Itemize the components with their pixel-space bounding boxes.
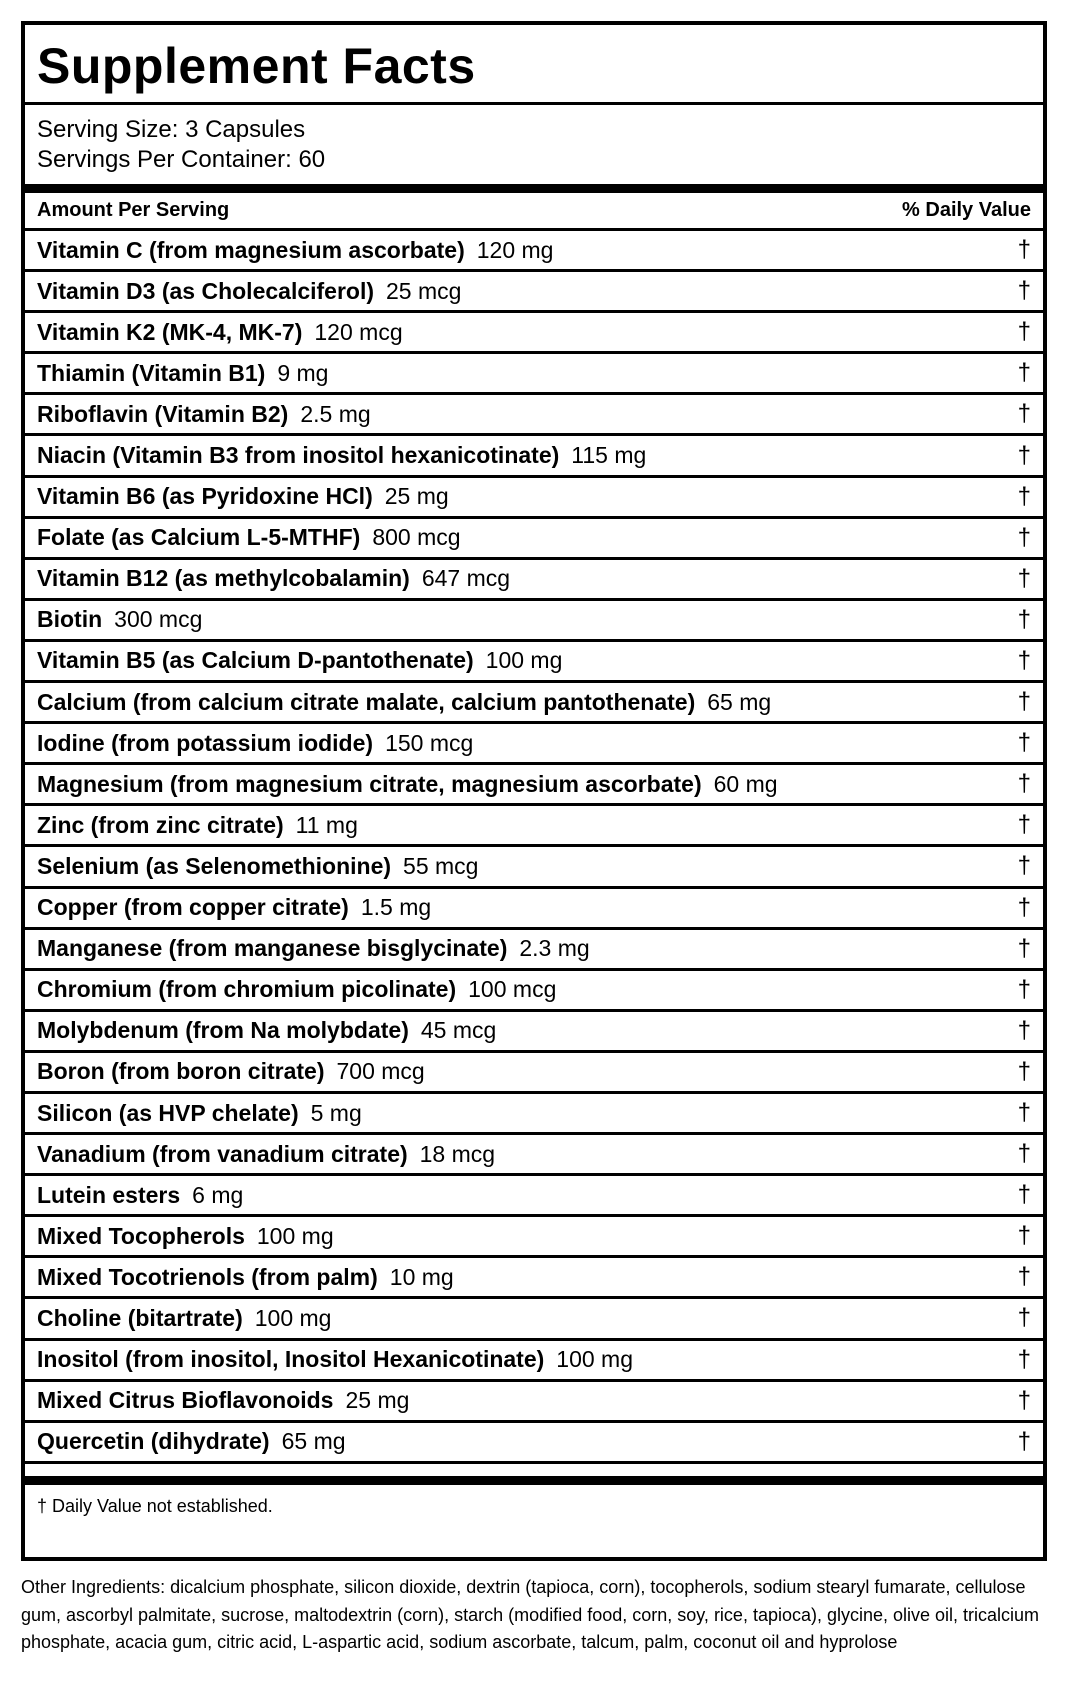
ingredient-amount: 5 mg xyxy=(310,1099,362,1126)
ingredient-name: Folate (as Calcium L-5-MTHF) xyxy=(37,524,361,551)
ingredient-row xyxy=(25,724,1043,765)
ingredient-amount: 2.3 mg xyxy=(519,935,590,962)
ingredient-daily-value: † xyxy=(1017,523,1031,551)
ingredient-amount: 647 mcg xyxy=(421,565,511,592)
ingredient-name: Vitamin B12 (as methylcobalamin) xyxy=(37,565,410,592)
ingredient-name: Calcium (from calcium citrate malate, calcium pantothenate) xyxy=(37,688,696,715)
ingredient-name: Vitamin C (from magnesium ascorbate) xyxy=(37,236,465,263)
ingredient-amount: 65 mg xyxy=(281,1428,346,1455)
ingredient-amount: 120 mg xyxy=(476,236,554,263)
ingredient-daily-value: † xyxy=(1017,975,1031,1003)
ingredient-name: Niacin (Vitamin B3 from inositol hexanicotinate) xyxy=(37,442,560,469)
ingredient-amount: 25 mg xyxy=(345,1387,410,1414)
ingredient-daily-value: † xyxy=(1017,811,1031,839)
ingredient-daily-value: † xyxy=(1017,893,1031,921)
ingredient-row xyxy=(25,478,1043,519)
ingredient-amount: 45 mcg xyxy=(420,1017,497,1044)
ingredient-daily-value: † xyxy=(1017,359,1031,387)
ingredient-name: Vanadium (from vanadium citrate) xyxy=(37,1140,408,1167)
ingredient-daily-value: † xyxy=(1017,1099,1031,1127)
ingredient-row xyxy=(25,1176,1043,1217)
ingredient-amount: 9 mg xyxy=(277,359,329,386)
panel-title: Supplement Facts xyxy=(25,25,1043,105)
ingredient-row xyxy=(25,1423,1043,1464)
serving-size: Serving Size: 3 Capsules xyxy=(37,116,306,143)
ingredient-row xyxy=(25,642,1043,683)
ingredient-daily-value: † xyxy=(1017,441,1031,469)
ingredient-name: Biotin xyxy=(37,606,103,633)
ingredient-row xyxy=(25,436,1043,477)
ingredient-daily-value: † xyxy=(1017,1016,1031,1044)
thick-divider-top xyxy=(25,184,1043,193)
ingredient-row xyxy=(25,560,1043,601)
ingredient-amount: 11 mg xyxy=(295,811,358,838)
ingredient-daily-value: † xyxy=(1017,1345,1031,1373)
ingredient-daily-value: † xyxy=(1017,1427,1031,1455)
ingredient-amount: 300 mcg xyxy=(114,606,203,633)
daily-value-header: % Daily Value xyxy=(902,199,1031,221)
serving-info xyxy=(25,105,1043,184)
other-ingredients: Other Ingredients: dicalcium phosphate, silicon dioxide, dextrin (tapioca, corn), tocopherols, sodium stearyl fumarate, cellulose gum, ascorbyl palmitate, sucrose, maltodextrin (corn), starch (modified food, corn, soy, rice, tapioca), glycine, olive oil, tricalcium phosphate, acacia gum, citric acid, L-aspartic acid, sodium ascorbate, talcum, palm, coconut oil and hyprolose xyxy=(21,1577,1040,1652)
ingredient-daily-value: † xyxy=(1017,1222,1031,1250)
ingredient-amount: 60 mg xyxy=(713,770,778,797)
ingredient-amount: 65 mg xyxy=(707,688,772,715)
ingredient-row xyxy=(25,889,1043,930)
ingredient-name: Copper (from copper citrate) xyxy=(37,894,349,921)
ingredient-name: Selenium (as Selenomethionine) xyxy=(37,852,392,879)
ingredient-row xyxy=(25,930,1043,971)
ingredient-name: Thiamin (Vitamin B1) xyxy=(37,359,266,386)
ingredient-name: Chromium (from chromium picolinate) xyxy=(37,976,457,1003)
ingredient-daily-value: † xyxy=(1017,852,1031,880)
ingredient-name: Lutein esters xyxy=(37,1181,181,1208)
ingredient-name: Riboflavin (Vitamin B2) xyxy=(37,400,289,427)
ingredient-name: Vitamin B6 (as Pyridoxine HCl) xyxy=(37,483,373,510)
ingredient-amount: 100 mg xyxy=(485,647,563,674)
ingredient-row xyxy=(25,1299,1043,1340)
ingredient-amount: 150 mcg xyxy=(385,729,474,756)
ingredient-daily-value: † xyxy=(1017,318,1031,346)
ingredient-amount: 1.5 mg xyxy=(360,894,432,921)
daily-value-footnote: † Daily Value not established. xyxy=(37,1495,273,1516)
ingredient-daily-value: † xyxy=(1017,934,1031,962)
ingredient-daily-value: † xyxy=(1017,277,1031,305)
ingredient-daily-value: † xyxy=(1017,1304,1031,1332)
ingredient-row xyxy=(25,1012,1043,1053)
ingredient-amount: 25 mcg xyxy=(386,277,462,304)
thick-divider-bottom xyxy=(25,1476,1043,1485)
ingredient-name: Magnesium (from magnesium citrate, magnesium ascorbate) xyxy=(37,770,702,797)
ingredient-name: Vitamin B5 (as Calcium D-pantothenate) xyxy=(37,647,474,674)
ingredient-name: Quercetin (dihydrate) xyxy=(37,1428,270,1455)
ingredient-amount: 55 mcg xyxy=(403,852,479,879)
ingredient-row xyxy=(25,847,1043,888)
ingredient-daily-value: † xyxy=(1017,729,1031,757)
ingredient-daily-value: † xyxy=(1017,1263,1031,1291)
ingredient-daily-value: † xyxy=(1017,400,1031,428)
ingredient-row xyxy=(25,272,1043,313)
ingredient-daily-value: † xyxy=(1017,1386,1031,1414)
ingredient-row xyxy=(25,1341,1043,1382)
ingredient-name: Silicon (as HVP chelate) xyxy=(37,1099,299,1126)
ingredient-name: Inositol (from inositol, Inositol Hexanicotinate) xyxy=(37,1346,545,1373)
ingredient-row xyxy=(25,1094,1043,1135)
ingredient-row xyxy=(25,354,1043,395)
ingredient-row xyxy=(25,1135,1043,1176)
ingredient-name: Manganese (from manganese bisglycinate) xyxy=(37,935,508,962)
ingredient-amount: 800 mcg xyxy=(372,524,461,551)
ingredient-name: Mixed Citrus Bioflavonoids xyxy=(37,1387,334,1414)
ingredient-list xyxy=(25,231,1043,1464)
supplement-facts-panel xyxy=(21,21,1047,1561)
ingredient-row xyxy=(25,971,1043,1012)
ingredient-amount: 100 mg xyxy=(256,1222,334,1249)
ingredient-amount: 10 mg xyxy=(389,1263,454,1290)
servings-per-container: Servings Per Container: 60 xyxy=(37,146,326,173)
ingredient-row xyxy=(25,519,1043,560)
ingredient-row xyxy=(25,765,1043,806)
ingredient-name: Mixed Tocotrienols (from palm) xyxy=(37,1263,378,1290)
ingredient-daily-value: † xyxy=(1017,564,1031,592)
ingredient-row xyxy=(25,395,1043,436)
amount-header-row xyxy=(25,193,1043,231)
ingredient-name: Mixed Tocopherols xyxy=(37,1222,245,1249)
ingredient-daily-value: † xyxy=(1017,1057,1031,1085)
ingredient-amount: 100 mg xyxy=(254,1304,332,1331)
ingredient-amount: 2.5 mg xyxy=(300,400,371,427)
ingredient-amount: 100 mcg xyxy=(468,976,557,1003)
ingredient-daily-value: † xyxy=(1017,646,1031,674)
ingredient-daily-value: † xyxy=(1017,1140,1031,1168)
ingredient-amount: 18 mcg xyxy=(419,1140,496,1167)
ingredient-row xyxy=(25,1258,1043,1299)
ingredient-row xyxy=(25,1217,1043,1258)
ingredient-name: Vitamin D3 (as Cholecalciferol) xyxy=(37,277,375,304)
ingredient-name: Iodine (from potassium iodide) xyxy=(37,729,374,756)
ingredient-amount: 115 mg xyxy=(571,442,647,469)
ingredient-daily-value: † xyxy=(1017,236,1031,264)
ingredient-row xyxy=(25,1053,1043,1094)
ingredient-daily-value: † xyxy=(1017,770,1031,798)
ingredient-amount: 6 mg xyxy=(192,1181,244,1208)
ingredient-name: Molybdenum (from Na molybdate) xyxy=(37,1017,409,1044)
ingredient-row xyxy=(25,806,1043,847)
ingredient-daily-value: † xyxy=(1017,605,1031,633)
ingredient-row xyxy=(25,313,1043,354)
ingredient-name: Boron (from boron citrate) xyxy=(37,1058,325,1085)
ingredient-row xyxy=(25,231,1043,272)
ingredient-row xyxy=(25,601,1043,642)
row-gap xyxy=(25,1464,1043,1476)
ingredient-row xyxy=(25,683,1043,724)
ingredient-daily-value: † xyxy=(1017,688,1031,716)
ingredient-amount: 25 mg xyxy=(384,483,449,510)
ingredient-name: Choline (bitartrate) xyxy=(37,1304,243,1331)
ingredient-daily-value: † xyxy=(1017,482,1031,510)
ingredient-amount: 700 mcg xyxy=(336,1058,425,1085)
ingredient-row xyxy=(25,1382,1043,1423)
amount-per-serving-header: Amount Per Serving xyxy=(37,199,230,221)
ingredient-name: Zinc (from zinc citrate) xyxy=(37,811,284,838)
ingredient-daily-value: † xyxy=(1017,1181,1031,1209)
ingredient-name: Vitamin K2 (MK-4, MK-7) xyxy=(37,318,303,345)
ingredient-amount: 100 mg xyxy=(556,1346,634,1373)
ingredient-amount: 120 mcg xyxy=(314,318,403,345)
